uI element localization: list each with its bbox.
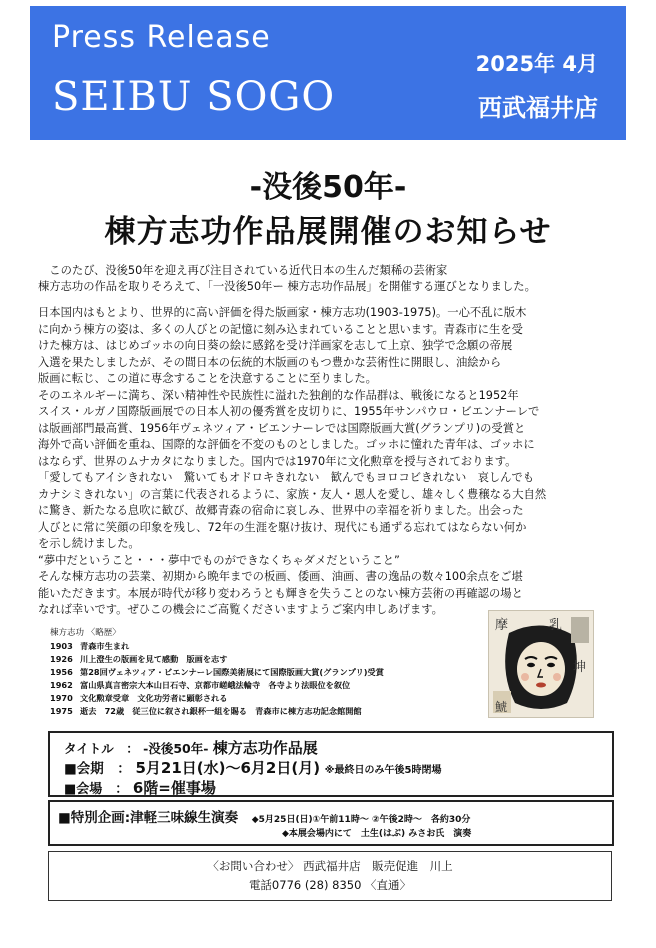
venue-row [64,777,216,798]
body-line: は版画部門最高賞、1956年ヴェネツィア・ビエンナーレでは国際版画大賞(グランプリ)の受賞と [38,421,526,435]
chronology-text: 川上澄生の版画を見て感動 版画を志す [80,654,228,664]
special-event-performer: ◆本展会場内にて 土生(はぶ) みさお氏 演奏 [282,829,472,839]
special-event-box [48,800,614,846]
body-line: スイス・ルガノ国際版画展での日本人初の優秀賞を皮切りに、1955年サンパウロ・ビエンナーレで [38,405,540,418]
chronology-year: 1956 [50,667,73,677]
period-value: 5月21日(水)～6月2日(月) [135,759,321,777]
body-line: に驚き、新たなる息吹に歓び、故郷青森の宿命に哀しみ、世界中の幸福を祈りました。出会った [38,504,524,517]
artwork-glyph: 鯱 [495,700,508,714]
chronology-text: 富山県真言密宗大本山日石寺、京都市嵯峨法輪寺 各寺より法眼位を叙位 [80,680,351,690]
body-line: 人びとに常に笑顔の印象を残し、72年の生涯を駆け抜け、現代にも通ずる忘れてはならない何か [38,520,527,534]
body-line: けた棟方は、はじめゴッホの向日葵の絵に感銘を受け洋画家を志して上京、独学で念願の帝展 [38,339,513,352]
exhibition-title: 棟方志功作品展 [212,739,318,757]
body-line: そんな棟方志功の芸業、初期から晩年までの板画、倭画、油画、書の逸品の数々100余点をご堪 [38,570,523,583]
venue-label: ■会場 ： [64,782,129,797]
chronology-row [50,705,490,718]
title-subheading: -没後50年- [249,170,407,205]
chronology-heading: 棟方志功 〈略歴〉 [50,628,121,638]
period-label: ■会期 ： [64,761,131,777]
contact-line: 〈お問い合わせ〉 西武福井店 販売促進 川上 [207,859,453,873]
special-event-label: ■特別企画:津軽三味線生演奏 [58,810,239,826]
chronology [50,627,490,718]
body-line: 日本国内はもとより、世界的に高い評価を得た版画家・棟方志功(1903‐1975)。一心不乱に版木 [38,306,527,319]
chronology-row [50,640,490,653]
special-event-row [58,806,470,826]
body-line: 海外で高い評価を重ね、国際的な評価を不変のものとしました。ゴッホに憧れた青年は、ゴッホに [38,438,535,451]
chronology-text: 文化勲章受章 文化功労者に顕彰される [80,693,228,703]
intro-paragraph [38,263,628,295]
period-note: ※最終日のみ午後5時閉場 [324,765,442,776]
body-line: に向かう棟方の姿は、多くの人びとの記憶に刻み込まれていることと思います。青森市に生を受 [38,322,523,336]
exhibition-info-box [48,731,614,797]
artwork-illustration [489,611,593,717]
contact-phone: 電話0776 (28) 8350 〈直通〉 [248,878,412,892]
intro-line: 棟方志功の作品を取りそろえて、「一没後50年ー 棟方志功作品展」を開催する運びとなりました。 [38,280,536,293]
title-prefix: -没後50年- [143,741,209,756]
body-text [38,305,628,619]
body-line: 版画に転じ、この道に専念することを決意することに至りました。 [38,372,377,385]
body-line: そのエネルギーに満ち、深い精神性や民族性に溢れた独創的な作品群は、戦後になると1952年 [38,388,519,402]
release-date: 2025年 4月 [475,52,598,76]
chronology-year: 1962 [50,680,73,690]
special-event-schedule: ◆5月25日(日)①午前11時～ ②午後2時～ 各約30分 [251,815,471,825]
body-line: なれば幸いです。ぜひこの機会にご高覧くださいますようご案内申しあげます。 [38,603,443,616]
brand-logo: SEIBU SOGO [52,74,336,120]
body-line: 入選を果たしましたが、その間日本の伝統的木版画のもつ豊かな芸術性に開眼し、油絵から [38,355,502,369]
chronology-year: 1903 [50,641,73,651]
intro-line: このたび、没後50年を迎え再び注目されている近代日本の生んだ類稀の芸術家 [38,264,448,277]
contact-box [48,851,612,901]
page-title: 棟方志功作品展開催のお知らせ [104,214,552,250]
chronology-row [50,653,490,666]
chronology-row [50,666,490,679]
chronology-text: 逝去 72歳 従三位に叙され銀杯一組を賜る 青森市に棟方志功記念館開館 [80,706,362,716]
exhibition-title-row [64,737,318,758]
body-line: を示し続けました。 [38,537,140,550]
body-line: カナシミきれない」の言葉に代表されるように、家族・友人・恩人を愛し、雄々しく豊穣なる大自然 [38,487,547,501]
press-release-label: Press Release [52,20,271,55]
chronology-year: 1970 [50,693,73,703]
period-row [64,757,441,778]
chronology-text: 青森市生まれ [80,641,130,651]
chronology-row [50,679,490,692]
chronology-text: 第28回ヴェネツィア・ビエンナーレ国際美術展にて国際版画大賞(グランプリ)受賞 [80,667,384,677]
store-name: 西武福井店 [478,94,598,122]
artwork-glyph: 乳 [549,618,563,633]
chronology-year: 1926 [50,654,73,664]
body-line: 「愛してもアイシきれない 驚いてもオドロキきれない 歓んでもヨロコビきれない 哀しんでも [38,471,535,484]
body-line: はならず、世界のムナカタになりました。国内では1970年に文化勲章を授与されております。 [38,454,517,468]
artwork-image [488,610,594,718]
artwork-glyph: 摩 [495,618,509,633]
chronology-year: 1975 [50,706,73,716]
header-banner [30,6,626,140]
body-line: “夢中だということ・・・夢中でものができなくちゃダメだということ” [38,553,400,567]
chronology-row [50,692,490,705]
title-label: タイトル ： [64,741,139,756]
artwork-glyph: 坤 [573,660,587,675]
body-line: 能いただきます。本展が時代が移り変わろうとも輝きを失うことのない棟方芸術の再確認の場と [38,586,523,600]
venue-value: 6階=催事場 [132,779,216,797]
